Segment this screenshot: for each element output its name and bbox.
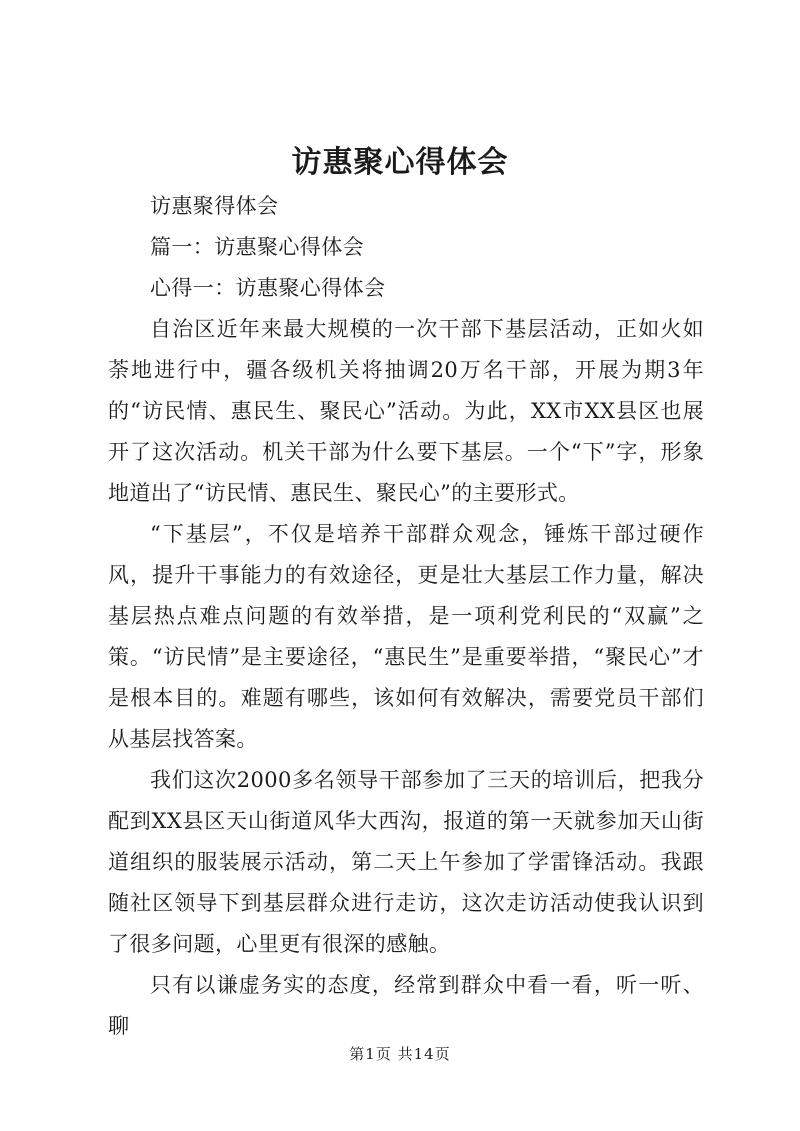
paragraph-section-heading: 篇一：访惠聚心得体会 — [150, 235, 364, 259]
document-body — [108, 186, 704, 1047]
paragraph: 自治区近年来最大规模的一次干部下基层活动，正如火如荼地进行中，疆各级机关将抽调20万名干部，开展为期3年的“访民情、惠民生、聚民心”活动。为此，XX市XX县区也展开了这次活动。机关干部为什么要下基层。一个“下”字，形象地道出了“访民情、惠民生、聚民心”的主要形式。 — [108, 317, 704, 505]
paragraph: 我们这次2000多名领导干部参加了三天的培训后，把我分配到XX县区天山街道风华大西沟，报道的第一天就参加天山街道组织的服装展示活动，第二天上午参加了学雷锋活动。我跟随社区领导下到基层群众进行走访，这次走访活动使我认识到了很多问题，心里更有很深的感触。 — [108, 768, 704, 956]
page-footer: 第1页 共14页 — [349, 1045, 451, 1063]
paragraph-subtitle: 访惠聚得体会 — [150, 194, 279, 218]
paragraph: 只有以谦虚务实的态度，经常到群众中看一看，听一听、聊 — [108, 973, 704, 1038]
paragraph-subsection-heading: 心得一：访惠聚心得体会 — [150, 276, 386, 300]
paragraph: “下基层”，不仅是培养干部群众观念，锤炼干部过硬作风，提升干事能力的有效途径，更是壮大基层工作力量，解决基层热点难点问题的有效举措，是一项利党利民的“双赢”之策。“访民情”是主要途径，“惠民生”是重要举措，“聚民心”才是根本目的。难题有哪些，该如何有效解决，需要党员干部们从基层找答案。 — [108, 522, 704, 751]
document-title: 访惠聚心得体会 — [291, 145, 509, 180]
